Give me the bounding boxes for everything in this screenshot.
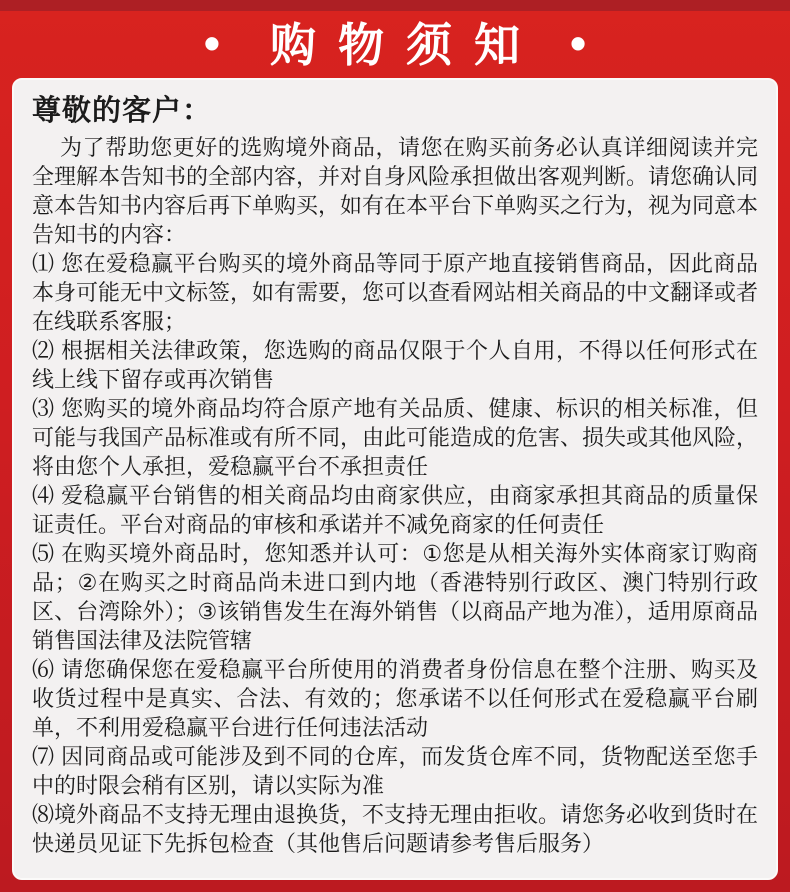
notice-body [32, 133, 758, 858]
right-bullet-icon: • [570, 16, 587, 69]
notice-item-1: ⑴ 您在爱稳赢平台购买的境外商品等同于原产地直接销售商品，因此商品本身可能无中文标签，如有需要，您可以查看网站相关商品的中文翻译或者在线联系客服； [32, 251, 759, 334]
notice-item-4: ⑷ 爱稳赢平台销售的相关商品均由商家供应，由商家承担其商品的质量保证责任。平台对商品的审核和承诺并不减免商家的任何责任 [32, 483, 758, 537]
notice-card [12, 78, 778, 880]
notice-item-7: ⑺ 因同商品或可能涉及到不同的仓库，而发货仓库不同，货物配送至您手中的时限会稍有区别，请以实际为准 [32, 744, 758, 798]
page-title: 购物须知 [270, 18, 542, 71]
notice-item-2: ⑵ 根据相关法律政策，您选购的商品仅限于个人自用，不得以任何形式在线上线下留存或再次销售 [32, 338, 758, 392]
intro-paragraph: 为了帮助您更好的选购境外商品，请您在购买前务必认真详细阅读并完全理解本告知书的全部内容，并对自身风险承担做出客观判断。请您确认同意本告知书内容后再下单购买，如有在本平台下单购买之行为，视为同意本告知书的内容： [32, 135, 759, 247]
top-red-strip [0, 0, 790, 11]
salutation: 尊敬的客户： [32, 95, 213, 127]
notice-item-5: ⑸ 在购买境外商品时，您知悉并认可：①您是从相关海外实体商家订购商品；②在购买之时商品尚未进口到内地（香港特别行政区、澳门特别行政区、台湾除外）；③该销售发生在海外销售（以商品产地为准），适用原商品销售国法律及法院管辖 [32, 541, 758, 653]
header-banner [0, 11, 790, 78]
notice-item-6: ⑹ 请您确保您在爱稳赢平台所使用的消费者身份信息在整个注册、购买及收货过程中是真实、合法、有效的；您承诺不以任何形式在爱稳赢平台刷单，不利用爱稳赢平台进行任何违法活动 [32, 657, 758, 740]
notice-item-8: ⑻境外商品不支持无理由退换货，不支持无理由拒收。请您务必收到货时在快递员见证下先拆包检查（其他售后问题请参考售后服务） [32, 802, 759, 856]
left-bullet-icon: • [203, 16, 220, 69]
notice-item-3: ⑶ 您购买的境外商品均符合原产地有关品质、健康、标识的相关标准，但可能与我国产品标准或有所不同，由此可能造成的危害、损失或其他风险，将由您个人承担，爱稳赢平台不承担责任 [32, 396, 759, 479]
